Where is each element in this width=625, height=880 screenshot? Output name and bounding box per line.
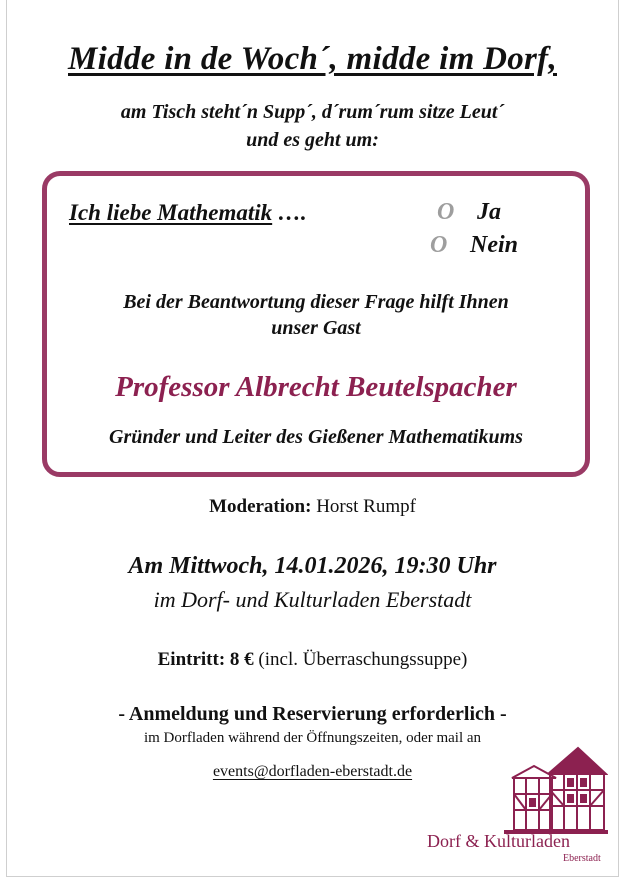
poster-page [6, 0, 619, 877]
guest-role: Gründer und Leiter des Gießener Mathematikums [109, 426, 523, 448]
logo-name: Dorf & Kulturladen [427, 831, 570, 851]
helper-text [47, 289, 585, 341]
guest-name: Professor Albrecht Beutelspacher [115, 371, 517, 403]
registration-title: - Anmeldung und Reservierung erforderlich - [118, 703, 507, 725]
question-text: Ich liebe Mathematik [69, 200, 273, 225]
fee-note: (incl. Überraschungssuppe) [253, 649, 468, 670]
registration-info: im Dorfladen während der Öffnungszeiten, oder mail an [143, 730, 482, 746]
option-nein-label: Nein [470, 232, 518, 258]
question-ellipsis: …. [272, 200, 307, 225]
headline: Midde in de Woch´, midde im Dorf, [68, 41, 557, 77]
logo-place: Eberstadt [563, 853, 601, 864]
helper-line-2: unser Gast [271, 317, 361, 339]
event-venue: im Dorf- und Kulturladen Eberstadt [153, 587, 472, 612]
moderation-name: Horst Rumpf [311, 496, 416, 517]
moderation [7, 496, 618, 518]
subline [7, 98, 618, 154]
moderation-label: Moderation: [209, 496, 312, 517]
option-nein-circle: O [430, 232, 448, 258]
subline-line-1: am Tisch steht´n Supp´, d´rum´rum sitze Leut´ [120, 101, 505, 123]
event-date: Am Mittwoch, 14.01.2026, 19:30 Uhr [128, 553, 497, 579]
question [69, 200, 307, 226]
option-ja-circle: O [437, 199, 455, 225]
email-anchor[interactable]: events@dorfladen-eberstadt.de [212, 763, 413, 780]
option-nein [430, 232, 518, 259]
question-box [42, 171, 590, 477]
option-ja [437, 199, 501, 226]
helper-line-1: Bei der Beantwortung dieser Frage hilft Ihnen [123, 291, 509, 313]
entry-fee [7, 649, 618, 671]
fee-label: Eintritt: 8 € [157, 649, 254, 670]
half-timbered-house-icon [504, 744, 608, 834]
subline-line-2: und es geht um: [246, 129, 379, 151]
option-ja-label: Ja [477, 199, 501, 225]
